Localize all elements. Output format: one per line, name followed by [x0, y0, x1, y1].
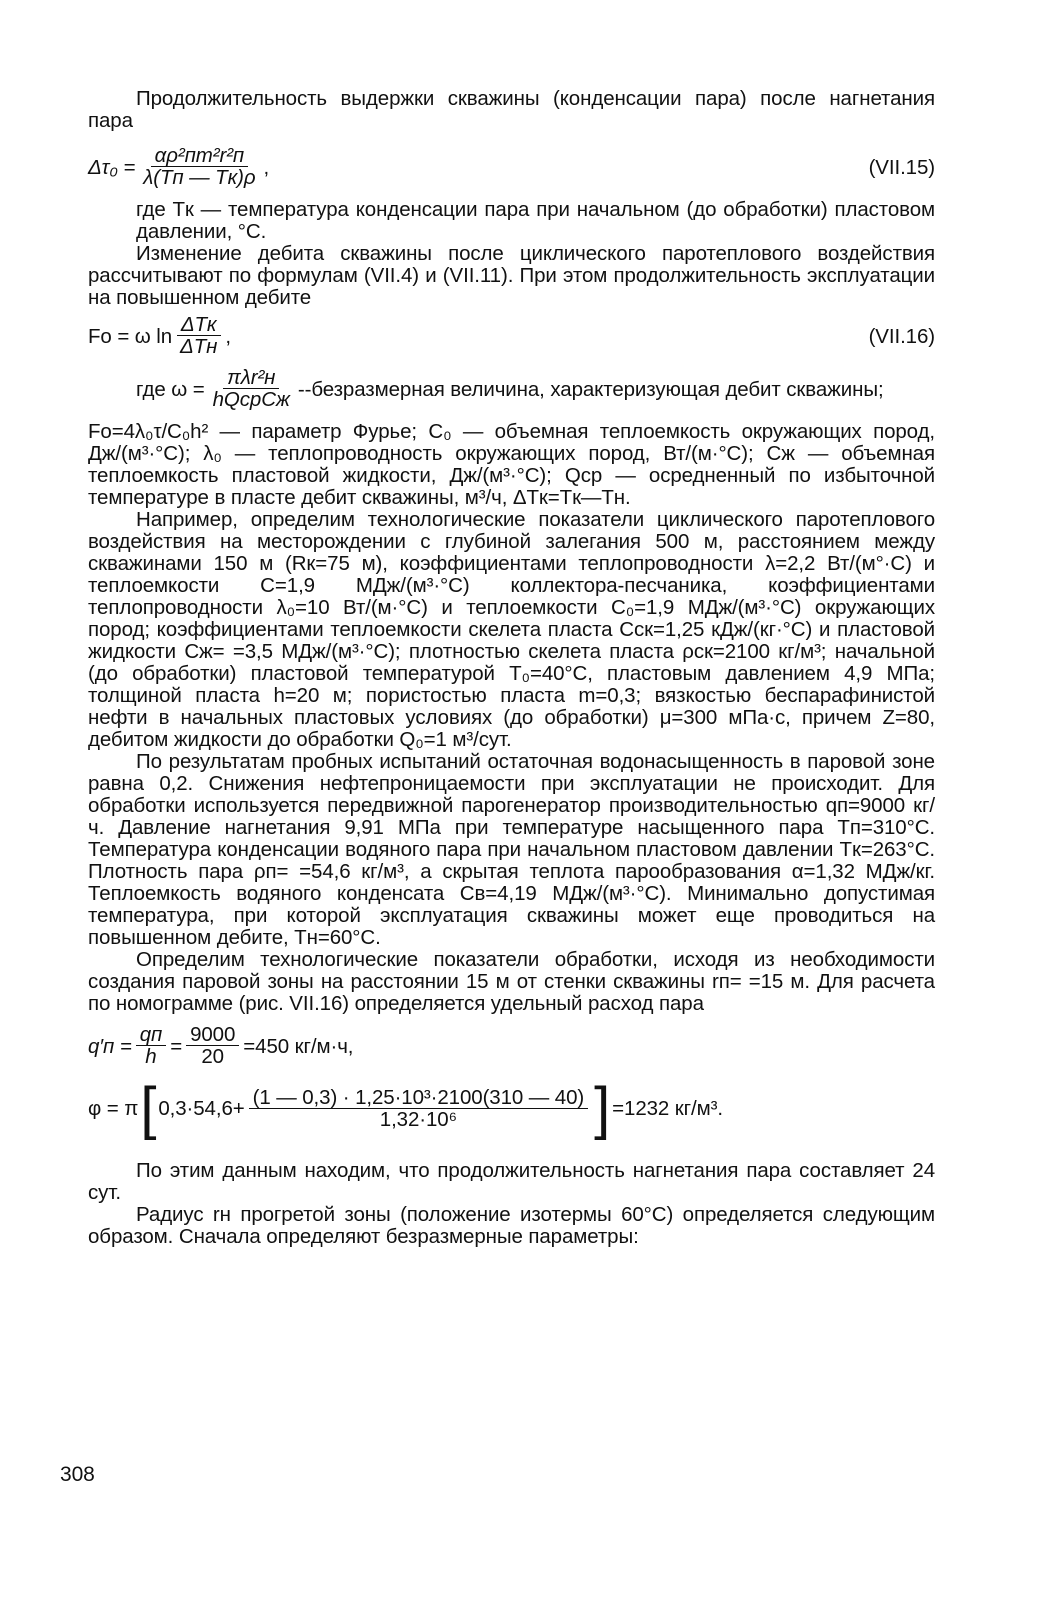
paragraph: Радиус rн прогретой зоны (положение изотермы 60°С) определяется следующим образом. Сначала определяют безразмерные параметры:	[88, 1203, 935, 1248]
paragraph: где Tк — температура конденсации пара при начальном (до обработки) пластовом давлении, °С.	[136, 198, 935, 243]
fraction-denominator: 1,32·10⁶	[379, 1107, 457, 1131]
fraction-denominator: 20	[201, 1045, 224, 1068]
equation-lhs: q′п =	[88, 1034, 132, 1058]
equation-q	[88, 1025, 935, 1068]
omega-intro: где ω =	[136, 377, 205, 401]
fraction-denominator: hQсрCж	[212, 388, 290, 411]
equation-tail: ,	[263, 155, 270, 179]
fraction	[139, 146, 259, 189]
equation-number: (VII.15)	[868, 155, 935, 179]
fraction-numerator: πλr²н	[223, 368, 279, 389]
fraction-numerator: (1 — 0,3) · 1,25·10³·2100(310 — 40)	[249, 1088, 589, 1109]
omega-fraction	[209, 368, 294, 411]
paragraph: По этим данным находим, что продолжительность нагнетания пара составляет 24 сут.	[88, 1159, 935, 1204]
equation-rhs: =450 кг/м·ч,	[243, 1034, 354, 1058]
equation-lhs: Δτ₀ =	[88, 155, 136, 179]
paragraph: Определим технологические показатели обработки, исходя из необходимости создания паровой зоны на расстоянии 15 м от стенки скважины rп= =15 м. Для расчета по номограмме (рис. VII.16) определяется удельный расход пара	[88, 948, 935, 1015]
fraction-denominator: ΔTн	[180, 335, 218, 358]
equation-vii-15	[88, 146, 935, 189]
equation-rhs: =1232 кг/м³.	[612, 1097, 723, 1120]
equation-term: 0,3·54,6+	[158, 1097, 245, 1120]
equation-lhs: φ = π	[88, 1097, 139, 1120]
fraction-numerator: αρ²пm²r²п	[151, 146, 248, 167]
equation-lhs: Fo = ω ln	[88, 324, 173, 348]
fraction-denominator: h	[145, 1045, 157, 1068]
omega-description: --безразмерная величина, характеризующая дебит скважины;	[297, 377, 884, 401]
fraction-numerator: qп	[136, 1025, 166, 1046]
fraction-numerator: ΔTк	[177, 315, 221, 336]
paragraph: Fo=4λ₀τ/C₀h² — параметр Фурье; C₀ — объемная теплоемкость окружающих пород, Дж/(м³·°С); λ₀ — теплопроводность окружающих пород, Вт/(м·°С); Cж — объемная теплоемкость пластовой жидкости, Дж/(м³·°С); Qср — осредненный по избыточной температуре в пласте дебит скважины, м³/ч, ΔTк=Tк—Tн.	[88, 420, 935, 509]
fraction-numerator: 9000	[186, 1025, 239, 1046]
paragraph: Продолжительность выдержки скважины (конденсации пара) после нагнетания пара	[88, 87, 935, 132]
equation-number: (VII.16)	[868, 324, 935, 348]
page-number: 308	[60, 1463, 95, 1486]
equals-sign: =	[170, 1034, 183, 1058]
equation-tail: ,	[225, 324, 231, 348]
fraction	[136, 1025, 166, 1068]
paragraph: По результатам пробных испытаний остаточная водонасыщенность в паровой зоне равна 0,2. Снижения нефтепроницаемости при эксплуатации не происходит. Для обработки используется передвижной парогенератор производительностью qп=9000 кг/ч. Давление нагнетания 9,91 МПа при температуре насыщенного пара Tп=310°С. Температура конденсации водяного пара при начальном пластовом давлении Tк=263°С. Плотность пара ρп= =54,6 кг/м³, а скрытая теплота парообразования α=1,32 МДж/кг. Теплоемкость водяного конденсата Cв=4,19 МДж/(м³·°С). Минимально допустимая температура, при которой эксплуатация скважины может еще проводиться на повышенном дебите, Tн=60°С.	[88, 750, 935, 949]
right-bracket: ]	[594, 1076, 611, 1141]
fraction	[186, 1025, 239, 1068]
fraction	[176, 315, 221, 358]
paragraph: Например, определим технологические показатели циклического паротеплового воздействия на месторождении с глубиной залегания 500 м, расстоянием между скважинами 150 м (Rк=75 м), коэффициентами теплопроводности λ=2,2 Вт/(м°·С) и теплоемкости C=1,9 МДж/(м³·°С) коллектора-песчаника, коэффициентами теплопроводности λ₀=10 Вт/(м·°С) и теплоемкости C₀=1,9 МДж/(м³·°С) окружающих пород; коэффициентами теплоемкости скелета пласта Cск=1,25 кДж/(кг·°С) и пластовой жидкости Cж= =3,5 МДж/(м³·°С); плотностью скелета пласта ρск=2100 кг/м³; начальной (до обработки) пластовой температурой T₀=40°С, пластовым давлением 4,9 МПа; толщиной пласта h=20 м; пористостью пласта m=0,3; вязкостью беспарафинистой нефти в начальных пластовых условиях (до обработки) μ=300 мПа·с, причем Z=80, дебитом жидкости до обработки Q₀=1 м³/сут.	[88, 508, 935, 751]
equation-vii-16	[88, 315, 935, 358]
fraction-denominator: λ(Tп — Tк)ρ	[143, 166, 256, 189]
equation-phi	[88, 1076, 935, 1141]
left-bracket: [	[140, 1076, 157, 1141]
paragraph: Изменение дебита скважины после циклического паротеплового воздействия рассчитывают по формулам (VII.4) и (VII.11). При этом продолжительность эксплуатации на повышенном дебите	[88, 242, 935, 309]
fraction	[249, 1085, 589, 1131]
omega-definition	[88, 368, 935, 411]
